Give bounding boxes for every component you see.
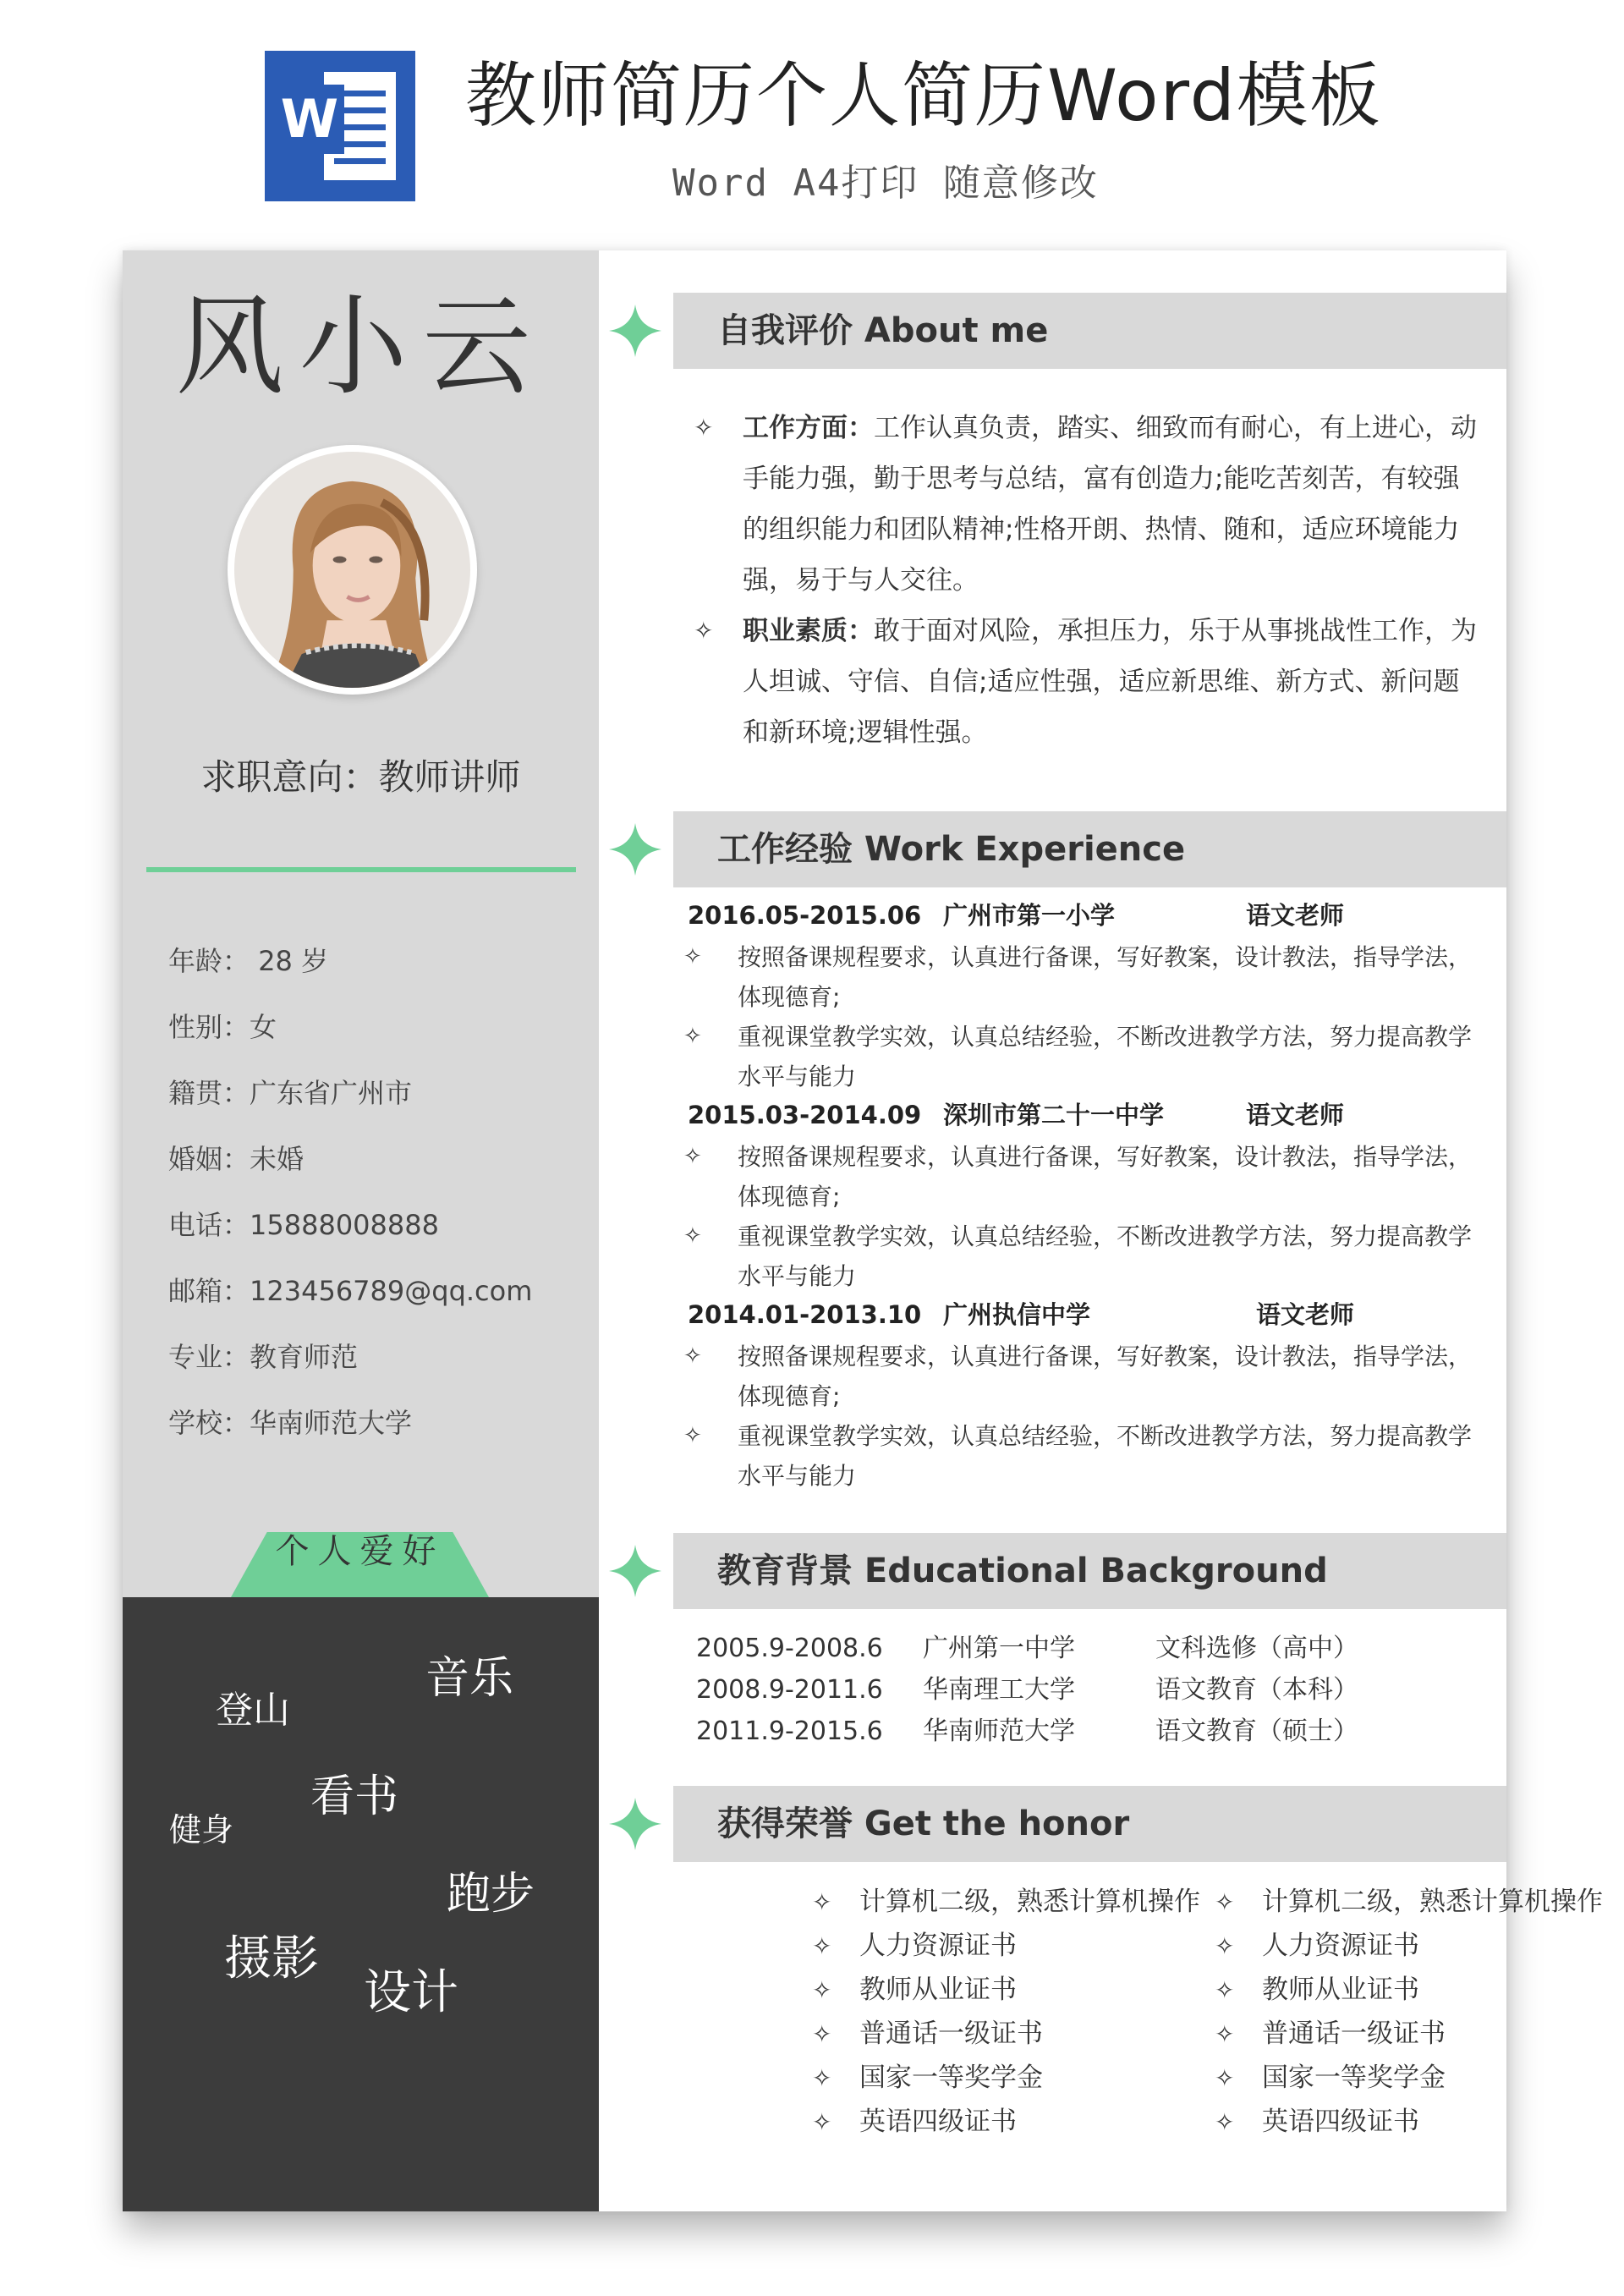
sidebar-divider (146, 867, 576, 872)
honor-item: ✧ 计算机二级，熟悉计算机操作 (812, 1887, 1200, 1917)
job-duty: ✧ 重视课堂教学实效，认真总结经验，不断改进教学方法，努力提高教学水平与能力 (683, 1217, 1479, 1296)
sparkle-bullet-icon: ✧ (683, 1223, 702, 1249)
sparkle-bullet-icon: ✧ (694, 414, 714, 442)
template-banner (0, 0, 1624, 220)
info-age: 年龄： 28 岁 (168, 945, 329, 977)
section-work-header (599, 811, 1506, 887)
job-duty: ✧ 重视课堂教学实效，认真总结经验，不断改进教学方法，努力提高教学水平与能力 (683, 1416, 1479, 1496)
hobby-item: 摄影 (224, 1931, 319, 1986)
info-gender: 性别：女 (168, 1011, 277, 1043)
sparkle-icon (609, 1545, 661, 1597)
education-row: 2008.9-2011.6 华南理工大学 语文教育（本科） (696, 1675, 1358, 1705)
honor-item: ✧ 普通话一级证书 (812, 2019, 1043, 2049)
hobby-item: 健身 (169, 1811, 234, 1848)
sparkle-bullet-icon: ✧ (694, 617, 714, 645)
portrait-photo (234, 452, 470, 688)
job-duty: ✧ 重视课堂教学实效，认真总结经验，不断改进教学方法，努力提高教学水平与能力 (683, 1017, 1479, 1096)
hobby-item: 设计 (364, 1965, 458, 2020)
main-column (599, 250, 1603, 2211)
section-education-title: 教育背景 Educational Background (717, 1552, 1328, 1590)
avatar (228, 445, 477, 695)
about-item: ✧ 职业素质：敢于面对风险，承担压力，乐于从事挑战性工作，为人坦诚、守信、自信;适应性强，适应新思维、新方式、新问题和新环境;逻辑性强。 (694, 606, 1480, 758)
sparkle-bullet-icon: ✧ (683, 1423, 702, 1448)
sparkle-bullet-icon: ✧ (683, 1343, 702, 1369)
sidebar (123, 250, 599, 2211)
job-duty: ✧ 按照备课规程要求，认真进行备课，写好教案，设计教法，指导学法，体现德育; (683, 937, 1479, 1017)
hobby-item: 看书 (310, 1771, 399, 1822)
hobby-item: 音乐 (425, 1653, 514, 1704)
candidate-name: 风小云 (175, 284, 546, 410)
info-major: 专业：教育师范 (168, 1341, 359, 1373)
job-heading: 2015.03-2014.09 深圳市第二十一中学 语文老师 (688, 1101, 1345, 1129)
section-about-header (599, 293, 1506, 369)
education-row: 2005.9-2008.6 广州第一中学 文科选修（高中） (696, 1634, 1358, 1663)
section-work-title: 工作经验 Work Experience (717, 830, 1186, 869)
hobby-item: 跑步 (447, 1869, 535, 1920)
info-hometown: 籍贯：广东省广州市 (168, 1077, 413, 1109)
honor-item: ✧ 国家一等奖学金 (812, 2063, 1043, 2093)
honor-item: ✧ 人力资源证书 (812, 1931, 1017, 1961)
job-heading: 2016.05-2015.06 广州市第一小学 语文老师 (688, 901, 1345, 930)
honor-item: ✧ 教师从业证书 (1215, 1975, 1419, 2005)
info-phone: 电话：15888008888 (168, 1209, 439, 1241)
sparkle-bullet-icon: ✧ (683, 1144, 702, 1169)
honor-item: ✧ 英语四级证书 (812, 2106, 1017, 2137)
section-education-header (599, 1533, 1506, 1609)
honor-item: ✧ 国家一等奖学金 (1215, 2063, 1446, 2093)
job-heading: 2014.01-2013.10 广州执信中学 语文老师 (688, 1300, 1355, 1329)
section-honor-header (599, 1786, 1506, 1862)
info-email: 邮箱：123456789@qq.com (168, 1275, 533, 1307)
hobby-item: 登山 (216, 1689, 290, 1732)
info-school: 学校：华南师范大学 (168, 1407, 413, 1439)
hobby-panel (123, 1597, 599, 2211)
job-objective: 求职意向：教师讲师 (200, 756, 521, 798)
template-subtitle: Word A4打印 随意修改 (672, 162, 1099, 205)
section-honor-title: 获得荣誉 Get the honor (717, 1804, 1130, 1843)
job-duty: ✧ 按照备课规程要求，认真进行备课，写好教案，设计教法，指导学法，体现德育; (683, 1137, 1479, 1217)
about-item: ✧ 工作方面：工作认真负责，踏实、细致而有耐心，有上进心，动手能力强，勤于思考与总结，富有创造力;能吃苦刻苦，有较强的组织能力和团队精神;性格开朗、热情、随和，适应环境能力强，易于与人交往。 (694, 403, 1480, 606)
info-marital: 婚姻：未婚 (168, 1143, 304, 1175)
sparkle-icon (609, 823, 661, 876)
education-row: 2011.9-2015.6 华南师范大学 语文教育（硕士） (696, 1717, 1358, 1746)
personal-info (168, 944, 591, 1472)
word-logo-icon (265, 51, 415, 201)
honor-item: ✧ 教师从业证书 (812, 1975, 1017, 2005)
honor-item: ✧ 人力资源证书 (1215, 1931, 1419, 1961)
hobby-title: 个人爱好 (275, 1532, 445, 1571)
honor-item: ✧ 英语四级证书 (1215, 2106, 1419, 2137)
honor-item: ✧ 普通话一级证书 (1215, 2019, 1446, 2049)
template-title: 教师简历个人简历Word模板 (465, 54, 1382, 137)
honor-item: ✧ 计算机二级，熟悉计算机操作 (1215, 1887, 1603, 1917)
sparkle-bullet-icon: ✧ (683, 944, 702, 969)
sparkle-icon (609, 1798, 661, 1850)
section-about-title: 自我评价 About me (717, 311, 1049, 350)
resume-page (123, 250, 1603, 2211)
sparkle-bullet-icon: ✧ (683, 1024, 702, 1049)
sparkle-icon (609, 305, 661, 357)
job-duty: ✧ 按照备课规程要求，认真进行备课，写好教案，设计教法，指导学法，体现德育; (683, 1337, 1479, 1416)
word-logo-letter: W (275, 85, 344, 154)
